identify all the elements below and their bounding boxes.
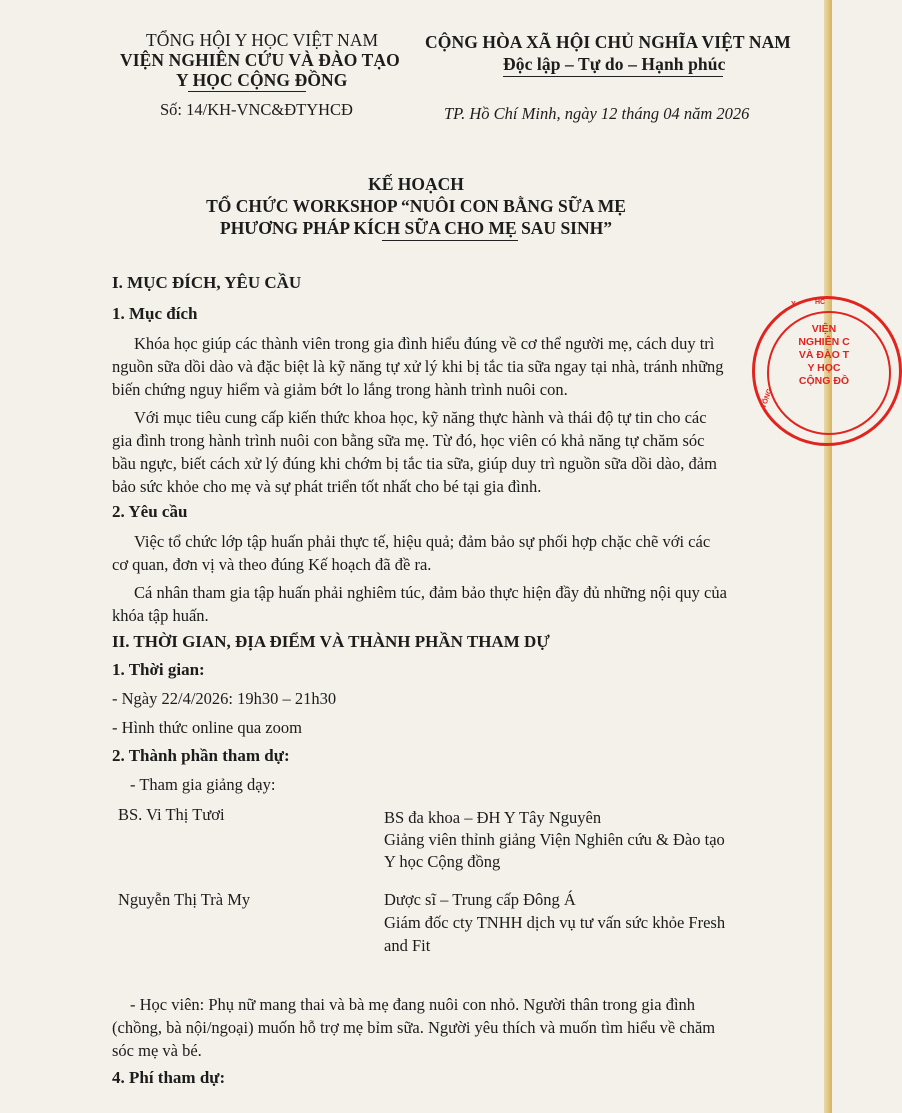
lecturer-name: Nguyễn Thị Trà My	[118, 890, 251, 909]
stamp-line: VIỆN	[811, 323, 837, 335]
org-name-2: Y HỌC CỘNG ĐỒNG	[176, 70, 348, 90]
section2-sub1: 1. Thời gian:	[112, 660, 205, 679]
lecturer-detail: Y học Cộng đồng	[384, 852, 501, 871]
teaching-label: - Tham gia giảng dạy:	[130, 775, 276, 794]
org-underline	[188, 91, 306, 92]
p2-line2: gia đình trong hành trình nuôi con bằng sữa mẹ. Từ đó, học viên có khả năng tự chăm sóc	[112, 431, 705, 450]
section1-sub2: 2. Yêu cầu	[112, 502, 188, 521]
p2-line4: bảo sức khỏe cho mẹ và sự phát triển tốt nhất cho bé tại gia đình.	[112, 477, 542, 496]
time-line: - Ngày 22/4/2026: 19h30 – 21h30	[112, 689, 337, 708]
lecturer-detail: Giám đốc cty TNHH dịch vụ tư vấn sức khỏe Fresh	[384, 913, 726, 932]
p3-line2: cơ quan, đơn vị và theo đúng Kế hoạch đã đề ra.	[112, 555, 432, 574]
stamp-line: VÀ ĐÀO T	[798, 349, 850, 361]
p2-line3: bầu ngực, biết cách xử lý đúng khi chớm bị tắc tia sữa, giúp duy trì nguồn sữa dồi dào, đảm	[112, 454, 717, 473]
doc-title-line2: TỔ CHỨC WORKSHOP “NUÔI CON BẰNG SỮA MẸ	[206, 196, 626, 216]
stamp-edge-text: TỔNG	[760, 387, 774, 410]
org-name: VIỆN NGHIÊN CỨU VÀ ĐÀO TẠO	[120, 50, 400, 70]
lecturer-detail: Giảng viên thỉnh giảng Viện Nghiên cứu & Đào tạo	[384, 830, 725, 849]
section2-sub2: 2. Thành phần tham dự:	[112, 746, 290, 765]
page-edge	[824, 0, 832, 1113]
students-line3: sóc mẹ và bé.	[112, 1041, 202, 1060]
stamp-line: Y HỌC	[807, 362, 841, 374]
motto-underline	[503, 76, 723, 77]
nation-title: CỘNG HÒA XÃ HỘI CHỦ NGHĨA VIỆT NAM	[425, 32, 791, 52]
lecturer-name: BS. Vi Thị Tươi	[118, 805, 225, 824]
section1-sub1: 1. Mục đích	[112, 304, 198, 323]
place-date: TP. Hồ Chí Minh, ngày 12 tháng 04 năm 2026	[444, 104, 750, 123]
org-parent: TỔNG HỘI Y HỌC VIỆT NAM	[146, 30, 379, 50]
section1-heading: I. MỤC ĐÍCH, YÊU CẦU	[112, 273, 302, 292]
document-number: Số: 14/KH-VNC&ĐTYHCĐ	[160, 100, 353, 119]
section2-heading: II. THỜI GIAN, ĐỊA ĐIỂM VÀ THÀNH PHẦN THAM DỰ	[112, 632, 550, 651]
title-underline	[382, 240, 518, 241]
lecturer-detail: and Fit	[384, 936, 431, 955]
students-line1: - Học viên: Phụ nữ mang thai và bà mẹ đang nuôi con nhỏ. Người thân trong gia đình	[130, 995, 696, 1014]
stamp-edge-text: HC	[815, 299, 826, 306]
p2-line1: Với mục tiêu cung cấp kiến thức khoa học, kỹ năng thực hành và thái độ tự tin cho các	[134, 408, 707, 427]
lecturer-detail: Dược sĩ – Trung cấp Đông Á	[384, 890, 576, 909]
p1-line2: nguồn sữa dồi dào và đặc biệt là kỹ năng tự xử lý khi bị tắc tia sữa ngay tại nhà, tránh những	[112, 357, 724, 376]
nation-motto: Độc lập – Tự do – Hạnh phúc	[503, 54, 726, 74]
doc-title-line3: PHƯƠNG PHÁP KÍCH SỮA CHO MẸ SAU SINH”	[220, 218, 612, 238]
stamp-line: CỘNG ĐỒ	[798, 375, 850, 387]
p3-line1: Việc tổ chức lớp tập huấn phải thực tế, hiệu quả; đảm bảo sự phối hợp chặc chẽ với các	[134, 532, 711, 551]
doc-title: KẾ HOẠCH	[368, 174, 464, 194]
p1-line3: biến chứng nguy hiểm và giảm bớt lo lắng trong hành trình nuôi con.	[112, 380, 568, 399]
p1-line1: Khóa học giúp các thành viên trong gia đình hiểu đúng về cơ thể người mẹ, cách duy trì	[134, 334, 715, 353]
format-line: - Hình thức online qua zoom	[112, 718, 302, 737]
lecturer-detail: BS đa khoa – ĐH Y Tây Nguyên	[384, 808, 602, 827]
p4-line2: khóa tập huấn.	[112, 606, 209, 625]
p4-line1: Cá nhân tham gia tập huấn phải nghiêm túc, đảm bảo thực hiện đầy đủ những nội quy của	[134, 583, 727, 602]
stamp-line: NGHIÊN C	[798, 336, 850, 348]
stamp-edge-text: Y	[791, 301, 796, 308]
students-line2: (chồng, bà nội/ngoại) muốn hỗ trợ mẹ bỉm sữa. Người yêu thích và muốn tìm hiểu về chăm	[112, 1018, 716, 1037]
section2-sub4: 4. Phí tham dự:	[112, 1068, 226, 1087]
